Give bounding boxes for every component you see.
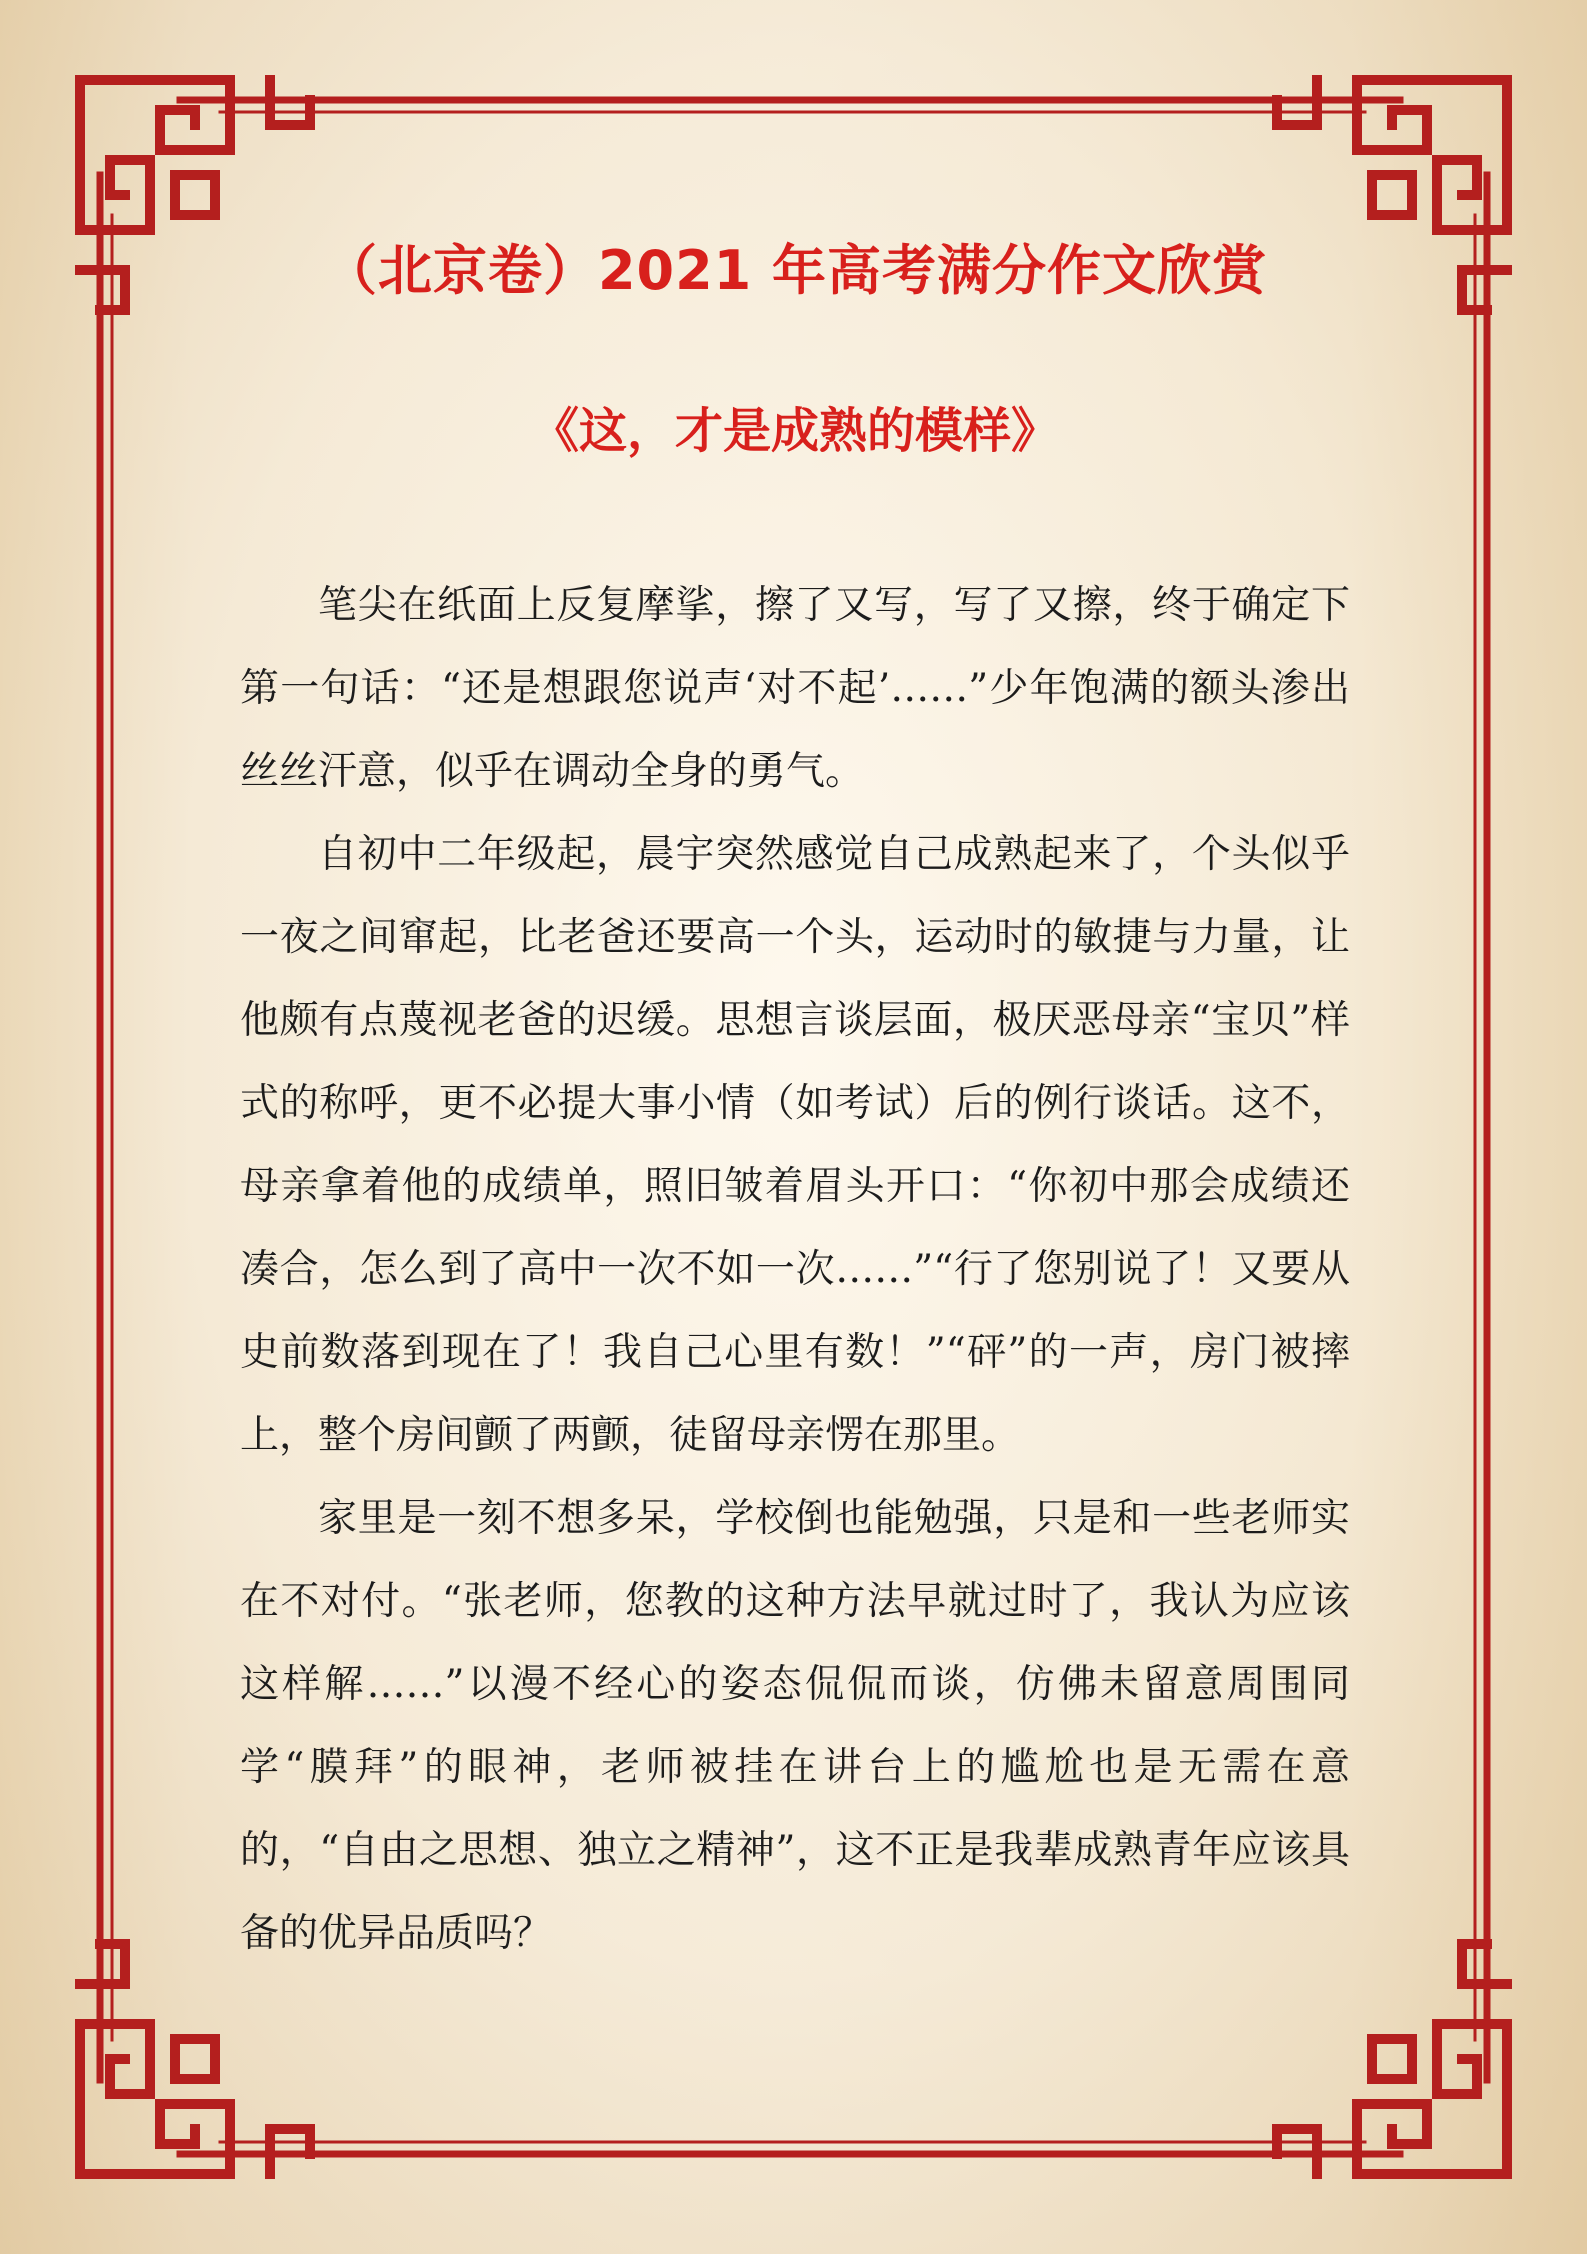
paragraph: 家里是一刻不想多呆，学校倒也能勉强，只是和一些老师实在不对付。“张老师，您教的这种方法早就过时了，我认为应该这样解……”以漫不经心的姿态侃侃而谈，仿佛未留意周围同学“膜拜”的眼神，老师被挂在讲台上的尴尬也是无需在意的，“自由之思想、独立之精神”，这不正是我辈成熟青年应该具备的优异品质吗？ (240, 1496, 1350, 1956)
paragraph: 自初中二年级起，晨宇突然感觉自己成熟起来了，个头似乎一夜之间窜起，比老爸还要高一个头，运动时的敏捷与力量，让他颇有点蔑视老爸的迟缓。思想言谈层面，极厌恶母亲“宝贝”样式的称呼，更不必提大事小情（如考试）后的例行谈话。这不，母亲拿着他的成绩单，照旧皱着眉头开口：“你初中那会成绩还凑合，怎么到了高中一次不如一次……”“行了您别说了！又要从史前数落到现在了！我自己心里有数！”“砰”的一声，房门被摔上，整个房间颤了两颤，徒留母亲愣在那里。 (240, 832, 1350, 1458)
essay-body (240, 564, 1350, 1975)
paragraph: 笔尖在纸面上反复摩挲，擦了又写，写了又擦，终于确定下第一句话：“还是想跟您说声‘对不起’……”少年饱满的额头渗出丝丝汗意，似乎在调动全身的勇气。 (240, 583, 1350, 794)
essay-title: 《这，才是成熟的模样》 (530, 403, 1059, 459)
page-title: （北京卷）2021 年高考满分作文欣赏 (322, 239, 1268, 302)
